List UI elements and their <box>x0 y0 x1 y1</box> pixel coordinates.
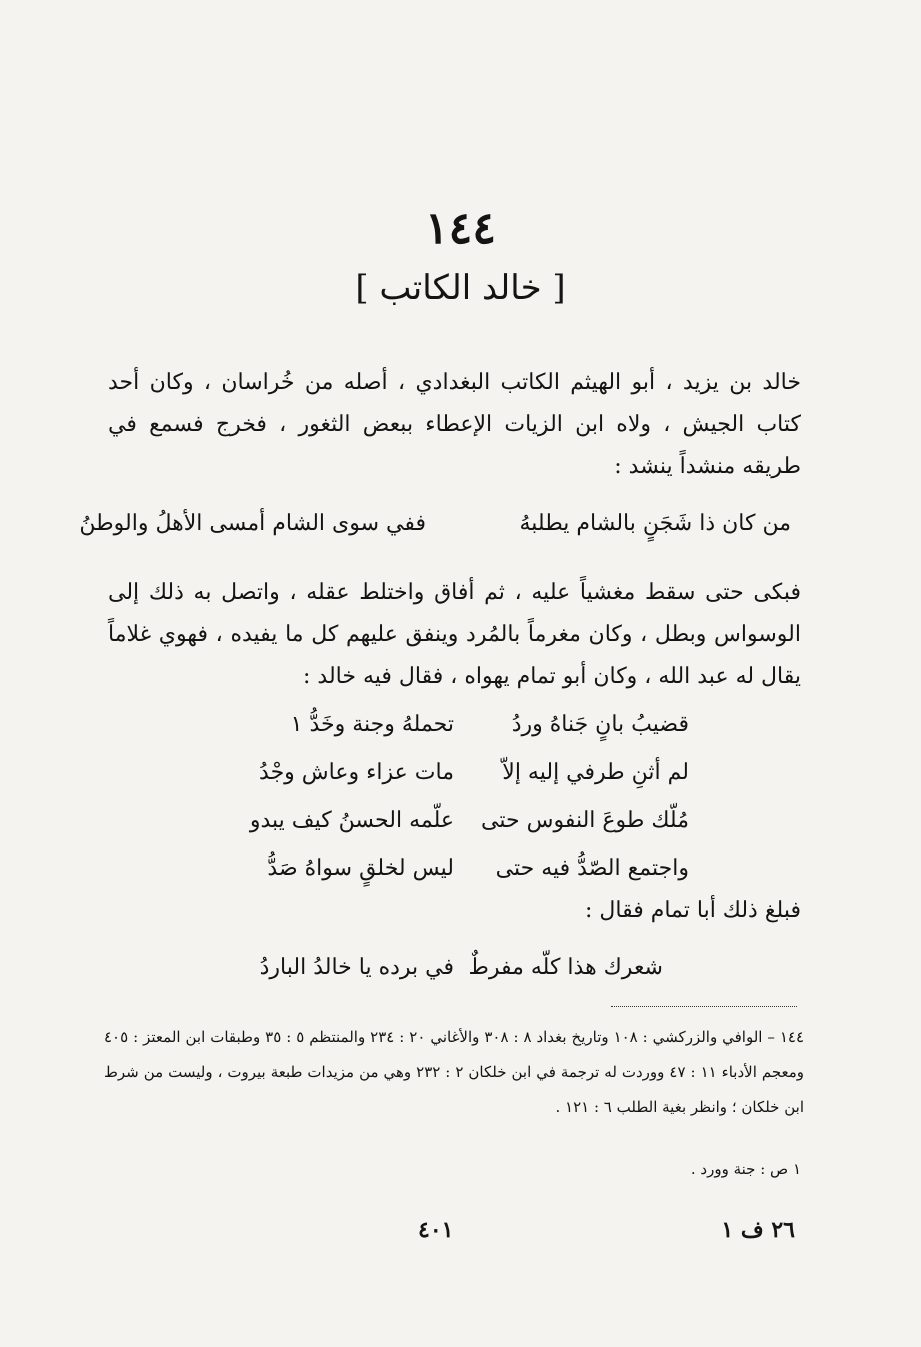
entry-title: [ خالد الكاتب ] <box>355 268 566 308</box>
footnote-divider <box>611 1006 797 1007</box>
poem-first-hemistich: واجتمع الصّدُّ فيه حتى <box>495 856 689 881</box>
poem-line <box>0 752 921 794</box>
poem-second-hemistich: مات عزاء وعاش وجْدُ <box>259 760 454 785</box>
footnote-1: ١ ص : جنة وورد . <box>690 1160 801 1178</box>
poem-line <box>0 800 921 842</box>
paragraph-1: خالد بن يزيد ، أبو الهيثم الكاتب البغدادي ، أصله من خُراسان ، وكان أحد كتاب الجيش ، ولاه ابن الزيات الإعطاء ببعض الثغور ، فخرج فسمع في طريقه منشداً ينشد : <box>108 370 801 479</box>
poem-second-hemistich: تحملهُ وجنة وخَدُّ ١ <box>290 712 454 737</box>
verse-2-second-hemistich: في برده يا خالدُ الباردُ <box>259 955 454 980</box>
signature-mark: ٢٦ ف ١ <box>721 1217 795 1243</box>
poem-second-hemistich: علّمه الحسنُ كيف يبدو <box>249 808 454 833</box>
poem-first-hemistich: مُلّك طوعَ النفوس حتى <box>481 808 689 833</box>
verse-1-first-hemistich: من كان ذا شَجَنٍ بالشام يطلبهُ <box>519 511 791 536</box>
verse-1-second-hemistich: ففي سوى الشام أمسى الأهلُ والوطنُ <box>79 511 426 536</box>
page-number: ٤٠١ <box>418 1217 454 1243</box>
poem-first-hemistich: قضيبُ بانٍ جَناهُ وردُ <box>511 712 689 737</box>
paragraph-2: فبكى حتى سقط مغشياً عليه ، ثم أفاق واختلط عقله ، واتصل به ذلك إلى الوسواس وبطل ، وكان مغرماً بالمُرد وينفق عليهم كل ما يفيده ، فهوي غلاماً يقال له عبد الله ، وكان أبو تمام يهواه ، فقال فيه خالد : <box>108 580 801 689</box>
poem-line <box>0 704 921 746</box>
poem-second-hemistich: ليس لخلقٍ سواهُ صَدُّ <box>267 856 454 881</box>
verse-2-first-hemistich: شعرك هذا كلّه مفرطٌ <box>468 955 663 980</box>
poem-first-hemistich: لم أثنِ طرفي إليه إلاّ <box>502 760 689 785</box>
entry-number: ١٤٤ <box>425 203 496 254</box>
poem-line <box>0 848 921 890</box>
footnote-sources: ١٤٤ – الوافي والزركشي : ١٠٨ وتاريخ بغداد ٨ : ٣٠٨ والأغاني ٢٠ : ٢٣٤ والمنتظم ٥ : ٣٥ وطبقات ابن المعتز : ٤٠٥ ومعجم الأدباء ١١ : ٤٧ ووردت له ترجمة في ابن خلكان ٢ : ٢٣٢ وهي من مزيدات طبعة بيروت ، وليست من شرط ابن خلكان ؛ وانظر بغية الطلب ٦ : ١٢١ . <box>104 1028 805 1116</box>
paragraph-3: فبلغ ذلك أبا تمام فقال : <box>584 898 801 923</box>
